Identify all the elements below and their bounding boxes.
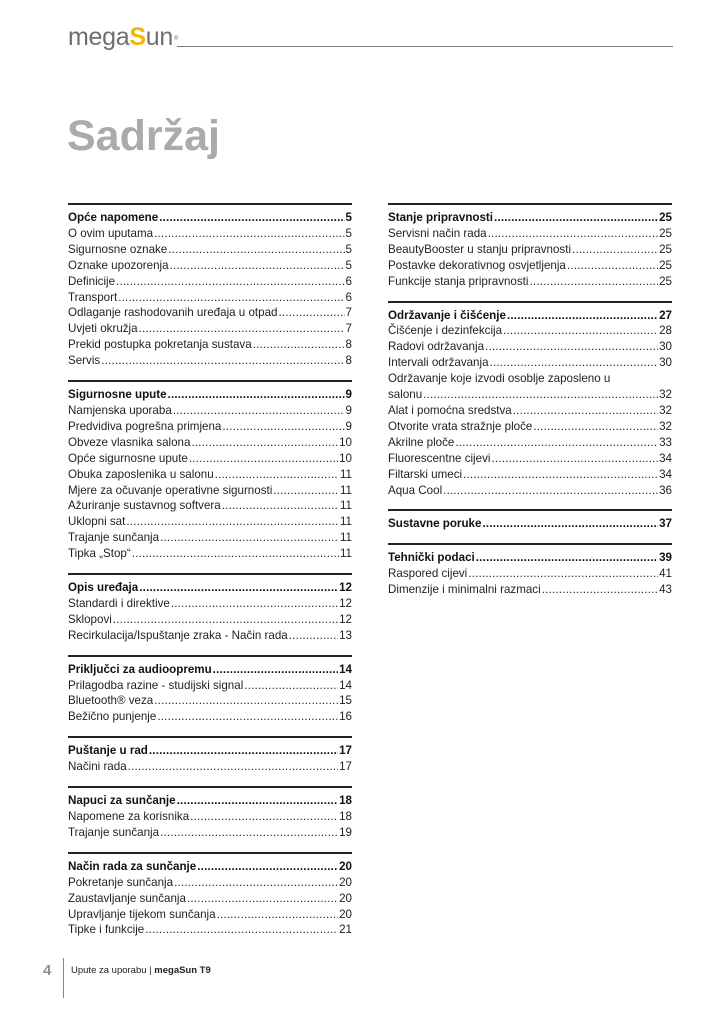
toc-entry-page: 16 [339, 710, 352, 724]
dot-leader [533, 419, 658, 435]
toc-entry-page: 11 [339, 547, 352, 561]
logo-text-un: un [145, 23, 173, 51]
toc-entry-label: Bluetooth® veza [68, 694, 154, 708]
dot-leader [170, 258, 345, 274]
toc-entry-label: Puštanje u rad [68, 744, 148, 758]
dot-leader [572, 242, 658, 258]
toc-entry-label: Odlaganje rashodovanih uređaja u otpad [68, 306, 278, 320]
dot-leader [189, 451, 338, 467]
toc-section [388, 543, 672, 598]
dot-leader [215, 467, 339, 483]
toc-entry-page: 25 [659, 211, 672, 224]
dot-leader [482, 516, 658, 532]
toc-entry-page: 11 [339, 483, 352, 497]
toc-entry-page: 21 [339, 923, 352, 937]
toc-entry-label: Funkcije stanja pripravnosti [388, 274, 529, 288]
toc-entry-page: 6 [345, 274, 352, 288]
toc-entry[interactable] [68, 596, 352, 612]
toc-entry-page: 9 [345, 419, 352, 433]
toc-entry-page: 33 [659, 435, 672, 449]
dot-leader [168, 387, 345, 403]
toc-entry-page: 20 [339, 859, 352, 873]
dot-leader [177, 793, 338, 809]
dot-leader [494, 210, 658, 226]
toc-entry-label: Transport [68, 290, 118, 304]
toc-entry-label: O ovim uputama [68, 226, 154, 240]
dot-leader [168, 242, 344, 258]
toc-entry-label: Definicije [68, 274, 116, 288]
toc-entry-label: Bežično punjenje [68, 710, 157, 724]
toc-section [68, 380, 352, 562]
toc-entry-page: 12 [339, 596, 352, 610]
dot-leader [154, 693, 338, 709]
toc-entry[interactable] [68, 612, 352, 628]
logo-accent-s: S [129, 23, 146, 51]
toc-entry-label: Dimenzije i minimalni razmaci [388, 583, 541, 597]
toc-entry-label: Napomene za korisnika [68, 810, 190, 823]
toc-entry[interactable] [388, 339, 672, 355]
toc-entry-page: 43 [659, 583, 672, 597]
toc-section [68, 736, 352, 775]
dot-leader [145, 922, 338, 938]
dot-leader [128, 759, 338, 775]
toc-section-heading[interactable] [68, 662, 352, 678]
toc-entry[interactable] [68, 305, 352, 321]
toc-entry-label: Priključci za audioopremu [68, 662, 212, 676]
dot-leader [154, 226, 344, 242]
toc-entry[interactable] [68, 226, 352, 242]
toc-entry-page: 28 [659, 324, 672, 338]
dot-leader [542, 582, 658, 598]
toc-entry-line1[interactable] [388, 371, 672, 387]
dot-leader [160, 530, 339, 546]
toc-entry-page: 32 [659, 403, 672, 417]
toc-entry[interactable] [68, 809, 352, 825]
toc-entry-page: 8 [345, 354, 352, 368]
toc-entry[interactable] [68, 274, 352, 290]
toc-entry-label: Servisni način rada [388, 226, 487, 240]
toc-entry-label: Recirkulacija/Ispuštanje zraka - Način rada [68, 628, 288, 642]
dot-leader [476, 550, 658, 566]
dot-leader [222, 498, 339, 514]
dot-leader [132, 546, 339, 562]
toc-entry[interactable] [388, 483, 672, 499]
toc-entry-label: Radovi održavanja [388, 340, 485, 354]
toc-entry-label: Prilagodba razine - studijski signal [68, 678, 244, 692]
toc-entry-label: Napuci za sunčanje [68, 794, 176, 808]
dot-leader [213, 662, 338, 678]
toc-entry-label: Predvidiva pogrešna primjena [68, 419, 222, 433]
toc-entry[interactable] [68, 875, 352, 891]
toc-entry-page: 5 [345, 226, 352, 240]
dot-leader [191, 435, 338, 451]
dot-leader [173, 403, 345, 419]
toc-entry-page: 20 [339, 891, 352, 905]
toc-entry[interactable] [68, 258, 352, 274]
toc-entry-page: 17 [339, 744, 352, 758]
toc-right-column [388, 203, 672, 609]
toc-entry-label: Obveze vlasnika salona [68, 435, 191, 449]
toc-entry-label: Način rada za sunčanje [68, 859, 197, 873]
toc-entry[interactable] [388, 451, 672, 467]
toc-entry-label: Tipka „Stop“ [68, 547, 131, 561]
toc-entry[interactable] [388, 582, 672, 598]
toc-entry-label: Stanje pripravnosti [388, 211, 494, 224]
dot-leader [174, 875, 338, 891]
toc-entry-page: 14 [339, 678, 352, 692]
dot-leader [253, 337, 345, 353]
toc-section [388, 301, 672, 499]
toc-entry-page: 32 [659, 419, 672, 433]
toc-section [68, 786, 352, 841]
dot-leader [490, 355, 659, 371]
toc-entry-page: 11 [339, 515, 352, 529]
toc-entry-page: 9 [345, 388, 352, 402]
dot-leader [423, 387, 658, 403]
toc-entry-page: 15 [339, 694, 352, 708]
dot-leader [279, 305, 345, 321]
toc-left-column [68, 203, 352, 949]
toc-section-heading[interactable] [388, 210, 672, 226]
toc-section [388, 509, 672, 532]
registered-mark: ® [173, 36, 179, 42]
megasun-logo [68, 22, 178, 52]
toc-entry[interactable] [68, 403, 352, 419]
toc-entry-label: Održavanje i čišćenje [388, 308, 506, 322]
dot-leader [488, 226, 658, 242]
dot-leader [159, 210, 344, 226]
footer-doc-label: Upute za uporabu [71, 965, 147, 976]
toc-entry-label: Intervali održavanja [388, 356, 489, 370]
toc-section-heading[interactable] [388, 550, 672, 566]
toc-entry-page: 19 [339, 825, 352, 839]
toc-entry[interactable] [68, 451, 352, 467]
toc-entry[interactable] [388, 274, 672, 290]
dot-leader [455, 435, 658, 451]
toc-entry-label: Akrilne ploče [388, 435, 455, 449]
toc-entry-page: 8 [345, 338, 352, 352]
footer-divider [63, 958, 64, 998]
toc-entry[interactable] [68, 321, 352, 337]
page-title: Sadržaj [67, 112, 220, 160]
toc-entry[interactable] [68, 435, 352, 451]
toc-entry[interactable] [388, 242, 672, 258]
toc-entry-page: 18 [339, 794, 352, 808]
toc-entry-page: 30 [659, 356, 672, 370]
toc-entry-label: salonu [388, 388, 423, 402]
toc-entry[interactable] [68, 242, 352, 258]
toc-entry-label: Uvjeti okružja [68, 322, 138, 336]
dot-leader [468, 566, 658, 582]
toc-entry[interactable] [68, 353, 352, 369]
dot-leader [463, 467, 658, 483]
dot-leader [197, 859, 338, 875]
page-header [68, 22, 673, 52]
toc-entry-page: 34 [659, 467, 672, 481]
footer-product-name: megaSun T9 [154, 965, 211, 976]
toc-entry-page: 20 [339, 907, 352, 921]
toc-entry-page: 11 [339, 499, 352, 513]
toc-entry-page: 5 [345, 258, 352, 272]
toc-entry-label: Sigurnosne upute [68, 388, 167, 402]
toc-section [68, 203, 352, 369]
toc-entry[interactable] [388, 435, 672, 451]
toc-entry-page: 9 [345, 403, 352, 417]
dot-leader [116, 274, 345, 290]
toc-section-heading[interactable] [68, 859, 352, 875]
toc-entry[interactable] [68, 419, 352, 435]
toc-section-heading[interactable] [68, 387, 352, 403]
toc-entry-page: 13 [339, 628, 352, 642]
toc-entry-label: Alat i pomoćna sredstva [388, 403, 512, 417]
toc-entry-label: Tehnički podaci [388, 551, 475, 565]
dot-leader [503, 323, 658, 339]
toc-entry-page: 32 [659, 388, 672, 402]
dot-leader [157, 709, 338, 725]
toc-entry[interactable] [388, 355, 672, 371]
dot-leader [190, 809, 338, 825]
dot-leader [139, 321, 345, 337]
toc-entry[interactable] [388, 258, 672, 274]
toc-entry[interactable] [68, 483, 352, 499]
dot-leader [139, 580, 338, 596]
dot-leader [507, 308, 658, 324]
toc-entry-page: 5 [345, 242, 352, 256]
toc-entry-label: Zaustavljanje sunčanja [68, 891, 186, 905]
toc-entry-label: Opis uređaja [68, 581, 139, 595]
toc-entry-page: 10 [339, 435, 352, 449]
toc-entry-label: Obuka zaposlenika u salonu [68, 467, 214, 481]
toc-entry-page: 11 [339, 531, 352, 545]
toc-entry[interactable] [68, 922, 352, 938]
toc-entry-label: Opće sigurnosne upute [68, 451, 188, 465]
toc-entry[interactable] [68, 891, 352, 907]
toc-entry[interactable] [68, 290, 352, 306]
toc-entry-label: Postavke dekorativnog osvjetljenja [388, 258, 566, 272]
toc-entry-label: Sklopovi [68, 612, 112, 626]
toc-entry-page: 39 [659, 551, 672, 565]
toc-entry-label: Pokretanje sunčanja [68, 875, 174, 889]
toc-entry-page: 36 [659, 483, 672, 497]
toc-section [68, 573, 352, 644]
toc-entry-page: 12 [339, 612, 352, 626]
toc-entry-page: 27 [659, 308, 672, 322]
toc-entry-page: 25 [659, 226, 672, 240]
toc-entry-label: Trajanje sunčanja [68, 531, 160, 545]
dot-leader [217, 907, 339, 923]
dot-leader [567, 258, 658, 274]
toc-section-heading[interactable] [68, 210, 352, 226]
toc-entry[interactable] [68, 759, 352, 775]
toc-entry-page: 25 [659, 258, 672, 272]
toc-entry-label: Održavanje koje izvodi osoblje zaposleno u [388, 372, 611, 386]
logo-text-mega: mega [68, 23, 130, 51]
toc-entry[interactable] [68, 678, 352, 694]
toc-entry-page: 12 [339, 581, 352, 595]
page-number: 4 [43, 962, 52, 979]
dot-leader [126, 514, 339, 530]
toc-section-heading[interactable] [388, 308, 672, 324]
dot-leader [149, 743, 338, 759]
dot-leader [244, 678, 338, 694]
dot-leader [529, 274, 658, 290]
dot-leader [160, 825, 338, 841]
toc-entry-label: Prekid postupka pokretanja sustava [68, 338, 252, 352]
dot-leader [443, 483, 658, 499]
toc-entry[interactable] [388, 226, 672, 242]
toc-entry-label: Čišćenje i dezinfekcija [388, 324, 503, 338]
toc-entry[interactable] [68, 628, 352, 644]
toc-entry-label: Mjere za očuvanje operativne sigurnosti [68, 483, 273, 497]
toc-entry-page: 34 [659, 451, 672, 465]
toc-entry[interactable] [68, 514, 352, 530]
dot-leader [171, 596, 338, 612]
toc-entry-label: Tipke i funkcije [68, 923, 145, 937]
toc-section [388, 203, 672, 290]
dot-leader [289, 628, 338, 644]
dot-leader [118, 290, 344, 306]
toc-entry[interactable] [388, 403, 672, 419]
toc-entry[interactable] [68, 825, 352, 841]
toc-entry[interactable] [68, 467, 352, 483]
toc-entry-page: 7 [345, 322, 352, 336]
toc-section-heading[interactable] [388, 516, 672, 532]
toc-entry[interactable] [388, 419, 672, 435]
dot-leader [113, 612, 338, 628]
dot-leader [485, 339, 658, 355]
toc-entry-page: 5 [345, 211, 352, 224]
toc-entry-label: Sustavne poruke [388, 517, 482, 531]
toc-entry[interactable] [68, 498, 352, 514]
toc-entry[interactable] [68, 530, 352, 546]
toc-entry[interactable] [388, 467, 672, 483]
toc-entry-label: Trajanje sunčanja [68, 825, 160, 839]
footer-separator: | [146, 965, 155, 976]
dot-leader [491, 451, 658, 467]
toc-entry-page: 14 [339, 662, 352, 676]
toc-entry-page: 11 [339, 467, 352, 481]
toc-entry-page: 30 [659, 340, 672, 354]
toc-section-heading[interactable] [68, 580, 352, 596]
toc-entry[interactable] [388, 566, 672, 582]
toc-section-heading[interactable] [68, 793, 352, 809]
toc-entry-label: Servis [68, 354, 101, 368]
toc-section [68, 852, 352, 939]
toc-entry-label: Načini rada [68, 760, 127, 774]
toc-entry-label: Ažuriranje sustavnog softvera [68, 499, 221, 513]
toc-entry-label: Standardi i direktive [68, 596, 170, 610]
toc-entry-label: Uklopni sat [68, 515, 126, 529]
toc-entry-label: Otvorite vrata stražnje ploče [388, 419, 533, 433]
toc-entry-label: Filtarski umeci [388, 467, 463, 481]
toc-entry-page: 25 [659, 242, 672, 256]
footer-doc-info [71, 965, 211, 976]
toc-entry-label: Opće napomene [68, 211, 159, 224]
toc-entry-page: 6 [345, 290, 352, 304]
toc-entry-label: Upravljanje tijekom sunčanja [68, 907, 216, 921]
toc-entry-label: Sigurnosne oznake [68, 242, 168, 256]
toc-entry-page: 18 [339, 810, 352, 823]
toc-section-heading[interactable] [68, 743, 352, 759]
dot-leader [513, 403, 658, 419]
toc-entry[interactable] [68, 337, 352, 353]
toc-entry-page: 41 [659, 567, 672, 581]
toc-entry[interactable] [68, 907, 352, 923]
toc-entry-label: Namjenska uporaba [68, 403, 172, 417]
dot-leader [273, 483, 339, 499]
toc-entry-label: Raspored cijevi [388, 567, 468, 581]
toc-entry-page: 17 [339, 760, 352, 774]
dot-leader [101, 353, 344, 369]
toc-entry[interactable] [68, 709, 352, 725]
toc-entry-label: Fluorescentne cijevi [388, 451, 491, 465]
dot-leader [222, 419, 344, 435]
toc-entry[interactable] [68, 693, 352, 709]
toc-entry[interactable] [388, 323, 672, 339]
toc-entry[interactable] [68, 546, 352, 562]
toc-entry-page: 25 [659, 274, 672, 288]
toc-entry-page: 37 [659, 517, 672, 531]
toc-entry-label: Aqua Cool [388, 483, 443, 497]
toc-section [68, 655, 352, 726]
toc-entry[interactable] [388, 387, 672, 403]
toc-entry-label: Oznake upozorenja [68, 258, 169, 272]
toc-entry-page: 10 [339, 451, 352, 465]
toc-entry-page: 20 [339, 875, 352, 889]
toc-entry-label: BeautyBooster u stanju pripravnosti [388, 242, 572, 256]
dot-leader [187, 891, 338, 907]
header-divider [177, 46, 673, 47]
toc-entry-page: 7 [345, 306, 352, 320]
